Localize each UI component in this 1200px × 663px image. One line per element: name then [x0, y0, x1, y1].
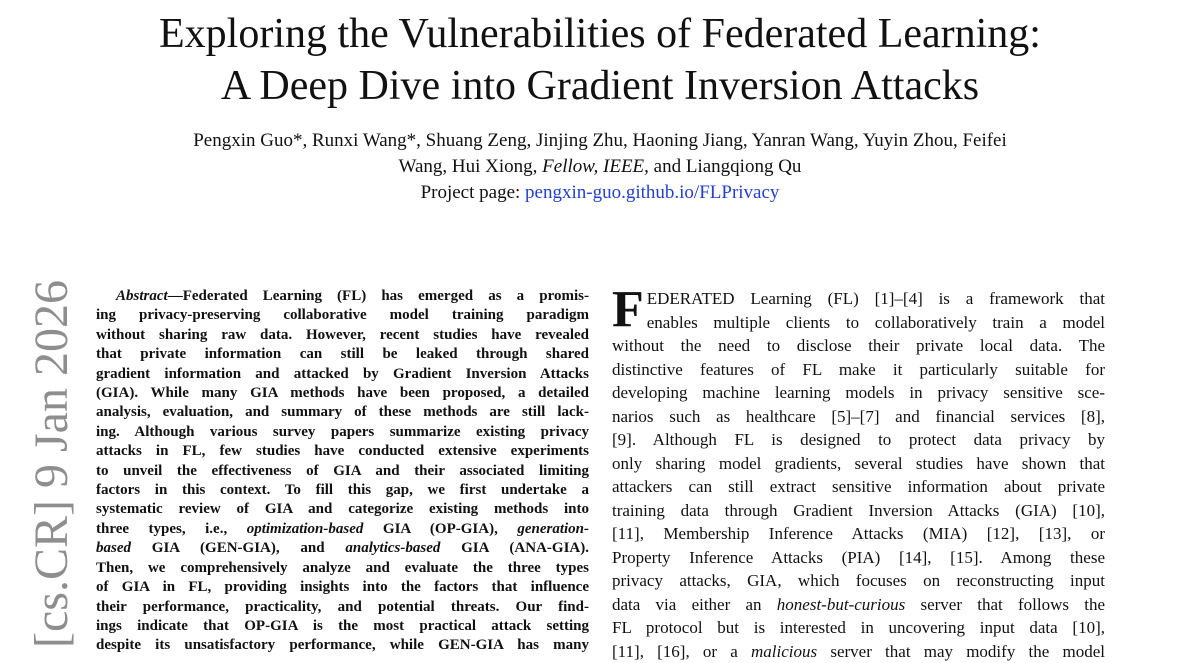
abstract-line: ing. Although various survey papers summarize existing privacy	[96, 423, 589, 442]
intro-line: [11], [16], or a malicious server that may modify the model	[612, 640, 1105, 663]
title-line-1: Exploring the Vulnerabilities of Federated Learning:	[0, 8, 1200, 60]
drop-cap: F	[612, 289, 644, 331]
abstract-line: Abstract—Federated Learning (FL) has emerged as a promis-	[96, 287, 589, 306]
abstract-line: systematic review of GIA and categorize existing methods into	[96, 500, 589, 519]
intro-line: privacy attacks, GIA, which focuses on reconstructing input	[612, 569, 1105, 593]
intro-line: developing machine learning models in privacy sensitive sce-	[612, 381, 1105, 405]
abstract-label: Abstract	[116, 288, 168, 304]
intro-line: EDERATED Learning (FL) [1]–[4] is a framework that	[612, 287, 1105, 311]
authors-line-1: Pengxin Guo*, Runxi Wang*, Shuang Zeng, Jinjing Zhu, Haoning Jiang, Yanran Wang, Yuyin Zhou, Feifei	[0, 128, 1200, 154]
title-line-2: A Deep Dive into Gradient Inversion Attacks	[0, 60, 1200, 112]
authors-line-2-start: Wang, Hui Xiong,	[399, 156, 543, 177]
abstract-line: gradient information and attacked by Gradient Inversion Attacks	[96, 365, 589, 384]
paper-title	[0, 8, 1200, 112]
intro-line: attackers can still extract sensitive information about private	[612, 475, 1105, 499]
abstract-column	[96, 287, 589, 656]
project-page-link[interactable]: pengxin-guo.github.io/FLPrivacy	[525, 182, 779, 203]
abstract-line: their performance, practicality, and potential threats. Our find-	[96, 598, 589, 617]
abstract-line: attacks in FL, few studies have conducted extensive experiments	[96, 442, 589, 461]
intro-line: training data through Gradient Inversion Attacks (GIA) [10],	[612, 499, 1105, 523]
intro-line: [11], Membership Inference Attacks (MIA) [12], [13], or	[612, 522, 1105, 546]
abstract-line: factors in this context. To fill this gap, we first undertake a	[96, 481, 589, 500]
abstract-line: analysis, evaluation, and summary of these methods are still lack-	[96, 403, 589, 422]
intro-line: Property Inference Attacks (PIA) [14], [15]. Among these	[612, 546, 1105, 570]
intro-line: FL protocol but is interested in uncovering input data [10],	[612, 616, 1105, 640]
authors-line-2	[0, 154, 1200, 180]
project-page-line	[0, 180, 1200, 206]
abstract-line: ings indicate that OP-GIA is the most practical attack setting	[96, 617, 589, 636]
intro-line: narios such as healthcare [5]–[7] and financial services [8],	[612, 405, 1105, 429]
abstract-line: (GIA). While many GIA methods have been proposed, a detailed	[96, 384, 589, 403]
authors-line-2-end: , and Liangqiong Qu	[644, 156, 801, 177]
intro-line: only sharing model gradients, several studies have shown that	[612, 452, 1105, 476]
abstract-line: to unveil the effectiveness of GIA and their associated limiting	[96, 462, 589, 481]
abstract-line: despite its unsatisfactory performance, while GEN-GIA has many	[96, 636, 589, 655]
abstract-line: of GIA in FL, providing insights into the factors that influence	[96, 578, 589, 597]
abstract-line: Then, we comprehensively analyze and evaluate the three types	[96, 559, 589, 578]
abstract-line: ing privacy-preserving collaborative model training paradigm	[96, 306, 589, 325]
arxiv-stamp: [cs.CR] 9 Jan 2026	[26, 280, 78, 648]
intro-line: [9]. Although FL is designed to protect data privacy by	[612, 428, 1105, 452]
intro-line: enables multiple clients to collaboratively train a model	[612, 311, 1105, 335]
abstract-line: three types, i.e., optimization-based GIA (OP-GIA), generation-	[96, 520, 589, 539]
ieee-fellow-title: Fellow, IEEE	[542, 156, 644, 177]
abstract-line: based GIA (GEN-GIA), and analytics-based GIA (ANA-GIA).	[96, 539, 589, 558]
abstract-line: without sharing raw data. However, recent studies have revealed	[96, 326, 589, 345]
abstract-line: that private information can still be leaked through shared	[96, 345, 589, 364]
introduction-column	[612, 287, 1105, 663]
intro-line: without the need to disclose their private local data. The	[612, 334, 1105, 358]
intro-line: data via either an honest-but-curious server that follows the	[612, 593, 1105, 617]
intro-line: distinctive features of FL make it particularly suitable for	[612, 358, 1105, 382]
project-page-label: Project page:	[421, 182, 525, 203]
author-block	[0, 128, 1200, 206]
